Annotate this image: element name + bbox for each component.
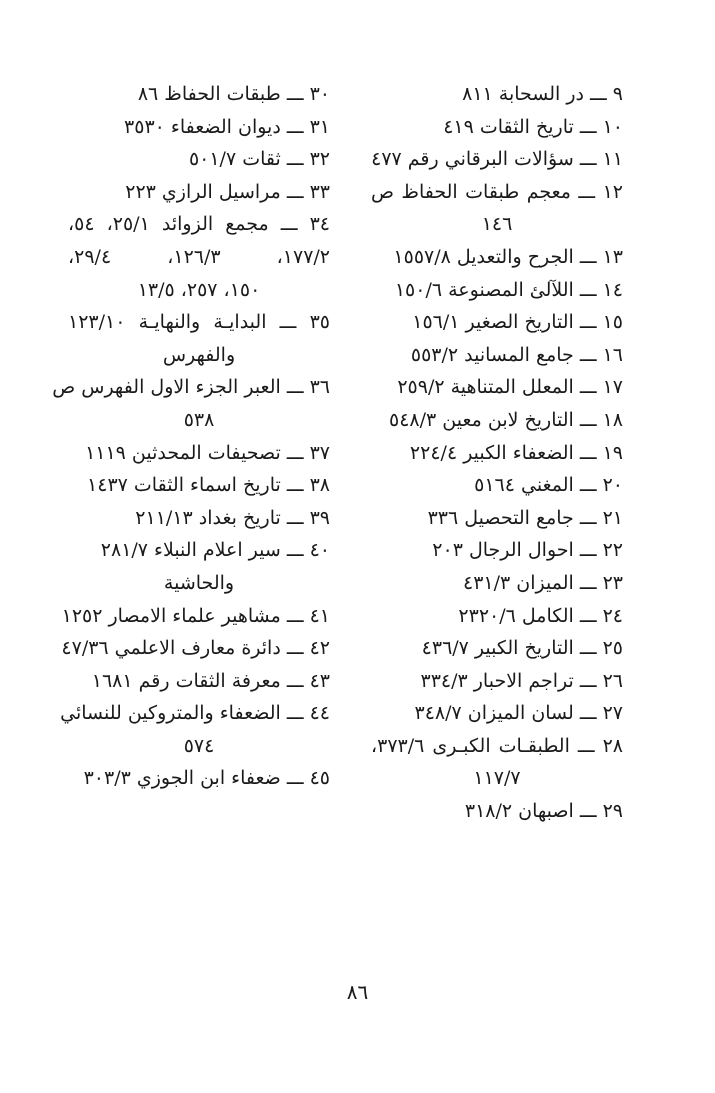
reference-entry: ١٦ ـــ جامع المسانيد ٥٥٣/٢ — [410, 343, 623, 366]
reference-entry: ٢٨ ـــ الطبقـات الكبـرى ٣٧٣/٦، — [371, 734, 623, 757]
reference-entry: ٣٢ ـــ ثقات ٥٠١/٧ — [188, 148, 330, 171]
reference-entry: ٤٤ ـــ الضعفاء والمتروكين للنسائي — [60, 702, 330, 725]
reference-entry: ٤٣ ـــ معرفة الثقات رقم ١٦٨١ — [91, 669, 330, 692]
reference-entry: ١٧ ـــ المعلل المتناهية ٢٥٩/٢ — [397, 376, 623, 399]
reference-entry: ١٥ ـــ التاريخ الصغير ١٥٦/١ — [412, 311, 623, 334]
reference-entry: ١٣ ـــ الجرح والتعديل ١٥٥٧/٨ — [393, 245, 623, 268]
reference-entry: ١٤ ـــ اللآلئ المصنوعة ١٥٠/٦ — [394, 278, 623, 301]
reference-entry: ٣٨ ـــ تاريخ اسماء الثقات ١٤٣٧ — [87, 474, 330, 497]
reference-entry: ٢٠ ـــ المغني ٥١٦٤ — [474, 474, 623, 497]
reference-entry: ٤٥ ـــ ضعفاء ابن الجوزي ٣٠٣/٣ — [83, 767, 330, 790]
references-column-right — [371, 78, 623, 828]
reference-entry: ١٩ ـــ الضعفاء الكبير ٢٢٤/٤ — [409, 441, 623, 464]
reference-entry: ٢١ ـــ جامع التحصيل ٣٣٦ — [427, 506, 623, 529]
reference-entry: ٤٢ ـــ دائرة معارف الاعلمي ٤٧/٣٦ — [61, 637, 330, 660]
page-number: ٨٦ — [346, 980, 369, 1004]
reference-entry: ٩ ـــ در السحابة ٨١١ — [462, 83, 623, 105]
reference-entry: ٣٥ ـــ البدايـة والنهايـة ١٢٣/١٠ — [68, 311, 330, 334]
reference-entry-continuation: ٥٧٤ — [183, 734, 215, 757]
reference-entry-continuation: والحاشية — [163, 571, 235, 594]
reference-entry: ٤٠ ـــ سير اعلام النبلاء ٢٨١/٧ — [100, 539, 330, 562]
reference-entry: ٢٣ ـــ الميزان ٤٣١/٣ — [463, 571, 623, 594]
reference-entry: ١٠ ـــ تاريخ الثقات ٤١٩ — [443, 115, 623, 138]
reference-entry: ٢٩ ـــ اصبهان ٣١٨/٢ — [464, 800, 623, 823]
reference-entry-continuation: ١١٧/٧ — [473, 767, 521, 790]
reference-entry: ٣٠ ـــ طبقات الحفاظ ٨٦ — [137, 83, 330, 105]
reference-entry: ٢٤ ـــ الكامل ٢٣٢٠/٦ — [458, 604, 623, 627]
reference-entry: ١٢ ـــ معجم طبقات الحفاظ ص — [371, 180, 623, 203]
reference-entry: ٣٣ ـــ مراسيل الرازي ٢٢٣ — [125, 180, 330, 203]
reference-entry-continuation: ١٥٠، ٢٥٧، ١٣/٥ — [137, 278, 261, 301]
reference-entry: ٢٢ ـــ احوال الرجال ٢٠٣ — [432, 539, 623, 562]
reference-entry: ٣٧ ـــ تصحيفات المحدثين ١١١٩ — [85, 441, 330, 464]
reference-entry: ٣١ ـــ ديوان الضعفاء ٣٥٣٠ — [124, 115, 330, 138]
reference-entry-continuation: ١٤٦ — [481, 213, 513, 236]
reference-entry-continuation: ١٧٧/٢، ١٢٦/٣، ٢٩/٤، — [68, 245, 331, 268]
references-column-left — [52, 78, 331, 795]
reference-entry-continuation: ٥٣٨ — [183, 408, 215, 431]
reference-entry: ١٨ ـــ التاريخ لابن معين ٥٤٨/٣ — [389, 408, 623, 431]
reference-entry: ٣٤ ـــ مجمع الزوائد ٢٥/١، ٥٤، — [68, 213, 330, 236]
reference-entry-continuation: والفهرس — [162, 343, 236, 366]
reference-entry: ٢٥ ـــ التاريخ الكبير ٤٣٦/٧ — [421, 637, 623, 660]
reference-entry: ٣٦ ـــ العبر الجزء الاول الفهرس ص — [52, 376, 330, 399]
reference-entry: ١١ ـــ سؤالات البرقاني رقم ٤٧٧ — [371, 148, 623, 171]
reference-entry: ٤١ ـــ مشاهير علماء الامصار ١٢٥٢ — [61, 604, 330, 627]
reference-entry: ٢٦ ـــ تراجم الاحبار ٣٣٤/٣ — [420, 669, 623, 692]
reference-entry: ٢٧ ـــ لسان الميزان ٣٤٨/٧ — [414, 702, 623, 725]
reference-entry: ٣٩ ـــ تاريخ بغداد ٢١١/١٣ — [135, 506, 330, 529]
